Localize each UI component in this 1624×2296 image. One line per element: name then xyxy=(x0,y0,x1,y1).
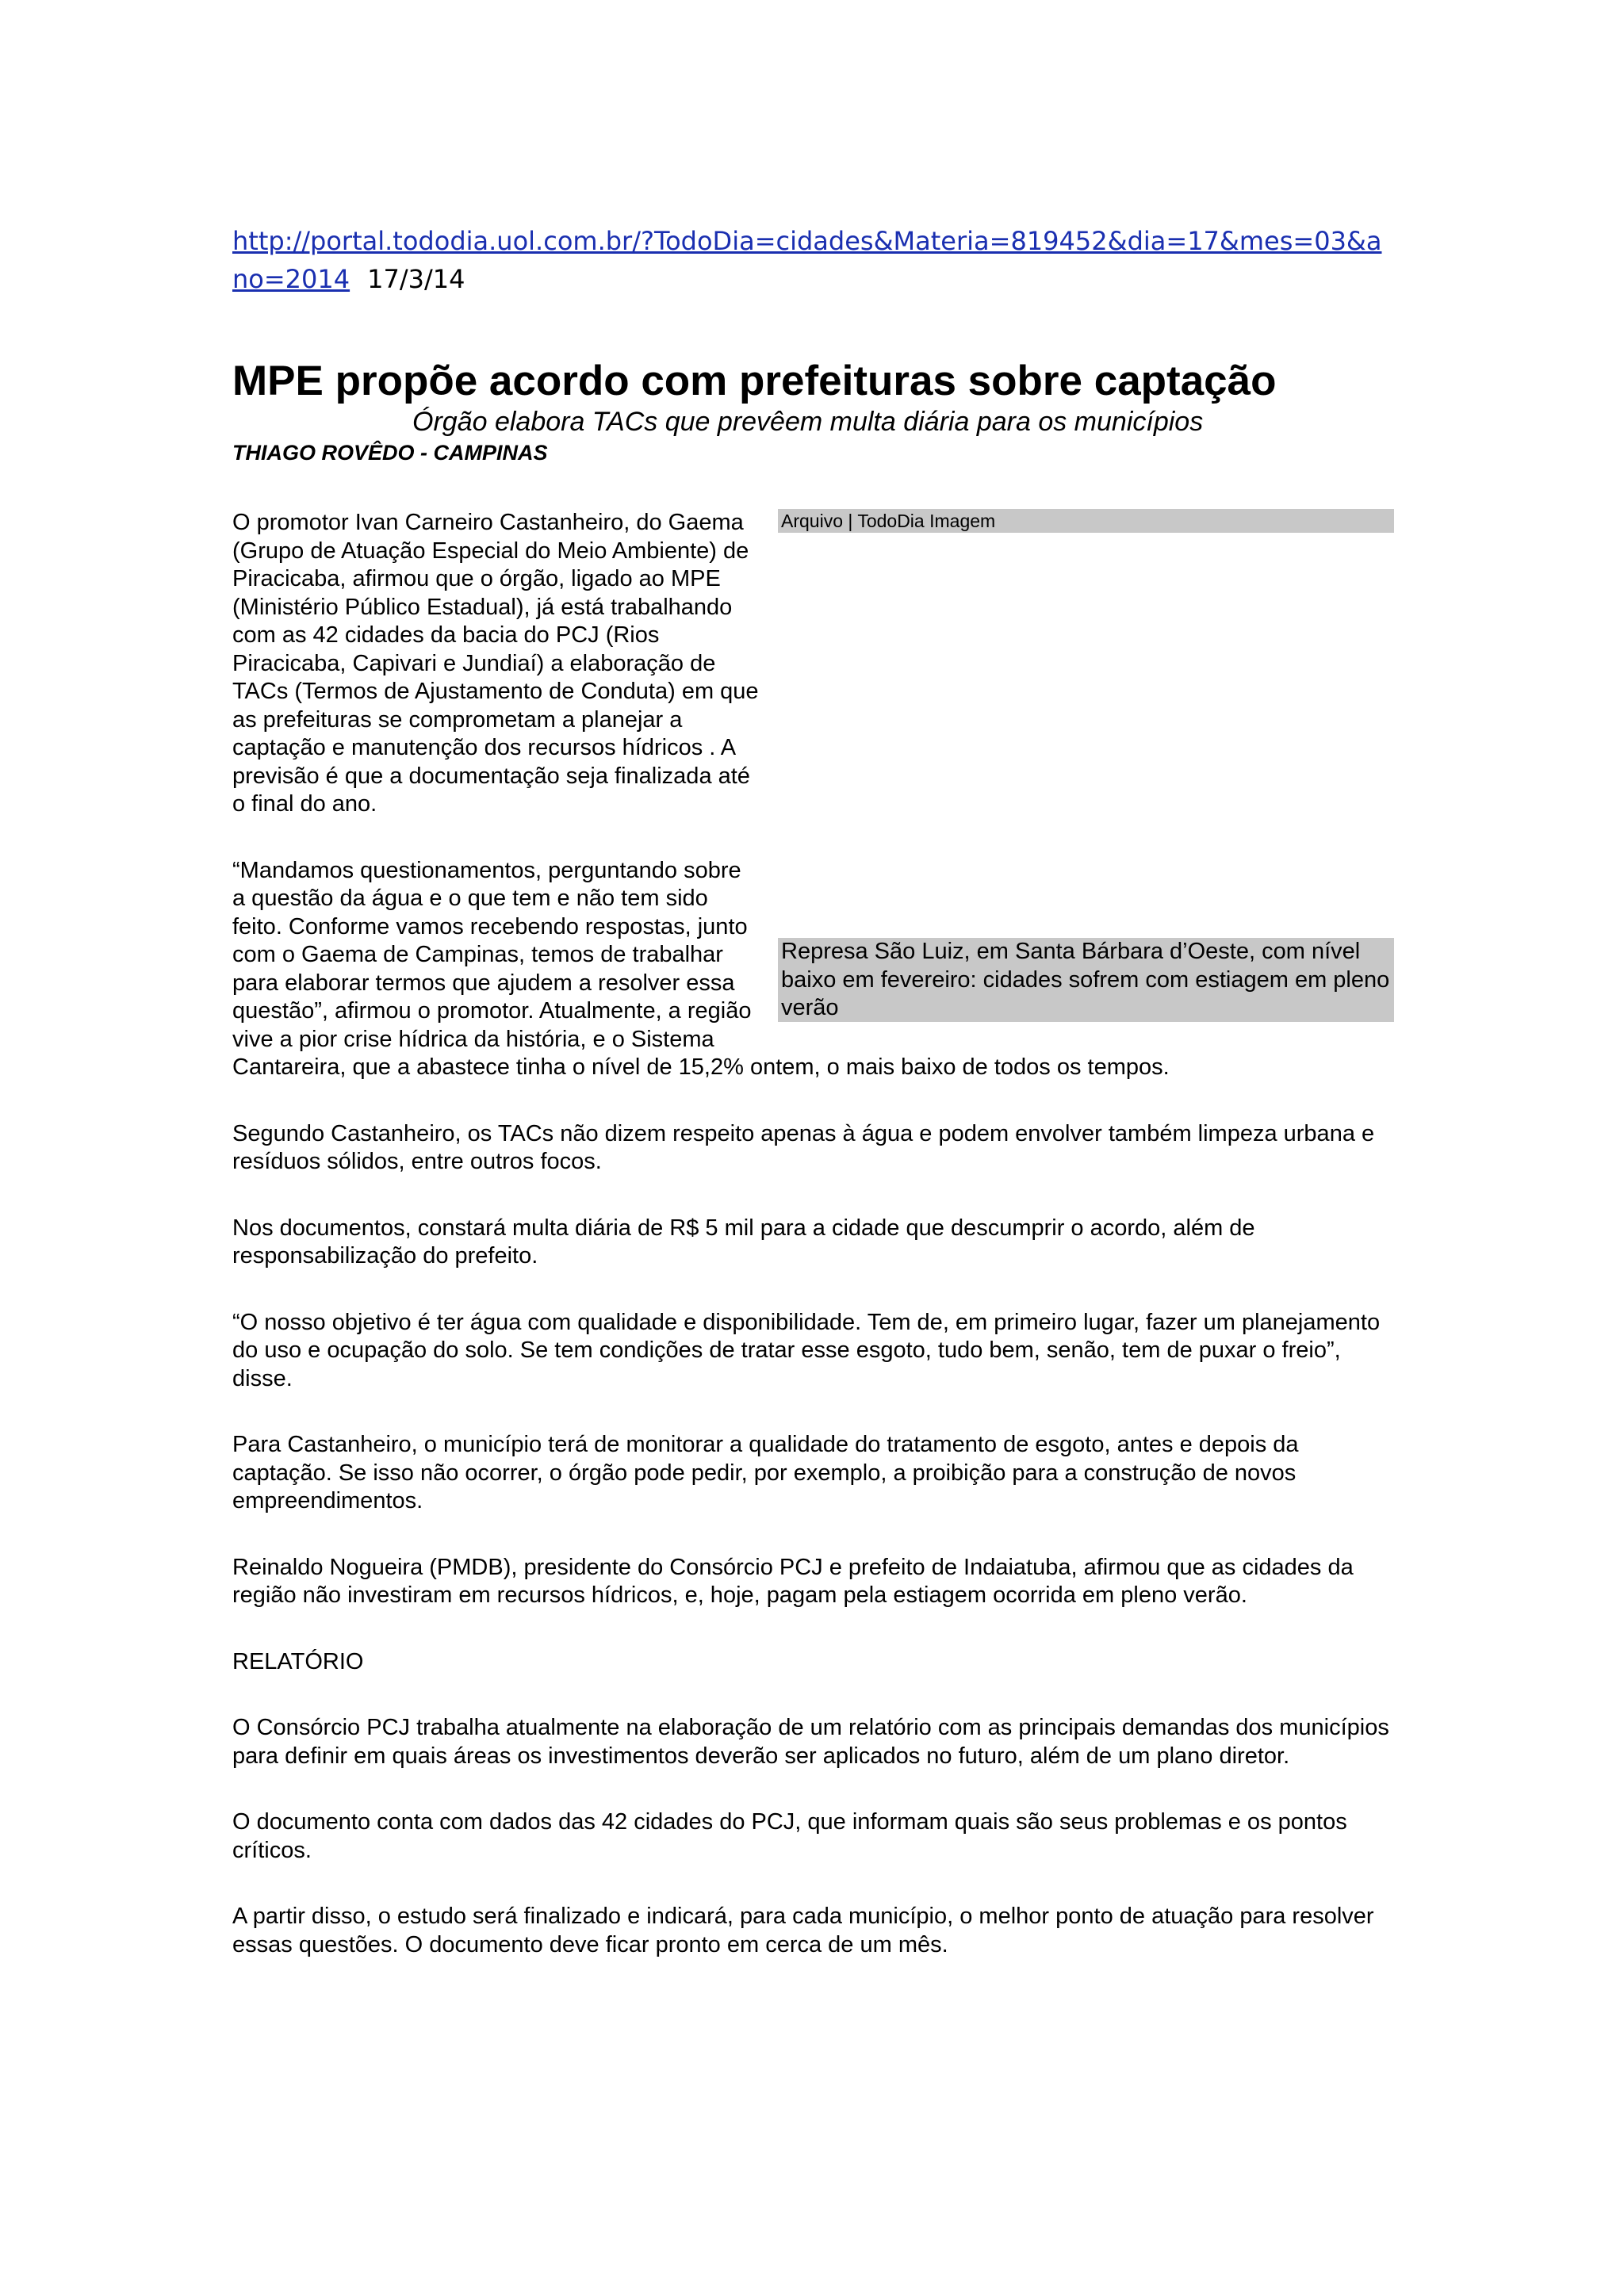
paragraph: Nos documentos, constará multa diária de R$ 5 mil para a cidade que descumprir o acordo, além de responsabilização do prefeito. xyxy=(232,1215,1255,1269)
source-link[interactable]: http://portal.tododia.uol.com.br/?TodoDia=cidades&Materia=819452&dia=17&mes=03&ano=2014 xyxy=(232,226,1382,294)
article-photo xyxy=(778,509,1394,1022)
photo-caption: Represa São Luiz, em Santa Bárbara d’Oeste, com nível baixo em fevereiro: cidades sofrem com estiagem em pleno verão xyxy=(778,938,1394,1022)
paragraph: Segundo Castanheiro, os TACs não dizem respeito apenas à água e podem envolver também limpeza urbana e resíduos sólidos, entre outros focos. xyxy=(232,1120,1375,1174)
paragraph: O documento conta com dados das 42 cidades do PCJ, que informam quais são seus problemas e os pontos críticos. xyxy=(232,1809,1347,1863)
paragraph: Para Castanheiro, o município terá de monitorar a qualidade do tratamento de esgoto, antes e depois da captação. Se isso não ocorrer, o órgão pode pedir, por exemplo, a proibição para a construção de novos empreendimentos. xyxy=(232,1432,1299,1513)
source-date: 17/3/14 xyxy=(367,264,465,294)
paragraph: “Mandamos questionamentos, perguntando sobre a questão da água e o que tem e não tem sido feito. Conforme vamos recebendo respostas, junto com o Gaema de Campinas, temos de trabalhar para elaborar termos que ajudem a resolver essa questão”, afirmou o promotor. Atualmente, a região vive a pior crise hídrica da história, e o Sistema Cantareira, que a abastece tinha o nível de 15,2% ontem, o mais baixo de todos os tempos. xyxy=(232,857,1170,1080)
paragraph: O promotor Ivan Carneiro Castanheiro, do Gaema (Grupo de Atuação Especial do Meio Ambiente) de Piracicaba, afirmou que o órgão, ligado ao MPE (Ministério Público Estadual), já está trabalhando com as 42 cidades da bacia do PCJ (Rios Piracicaba, Capivari e Jundiaí) a elaboração de TACs (Termos de Ajustamento de Conduta) em que as prefeituras se comprometam a planejar a captação e manutenção dos recursos hídricos . A previsão é que a documentação seja finalizada até o final do ano. xyxy=(232,510,759,817)
article-headline: MPE propõe acordo com prefeituras sobre captação xyxy=(232,358,1277,404)
paragraph: A partir disso, o estudo será finalizado e indicará, para cada município, o melhor ponto de atuação para resolver essas questões. O documento deve ficar pronto em cerca de um mês. xyxy=(232,1904,1374,1957)
article-body xyxy=(232,509,1394,1959)
paragraph: Reinaldo Nogueira (PMDB), presidente do Consórcio PCJ e prefeito de Indaiatuba, afirmou que as cidades da região não investiram em recursos hídricos, e, hoje, pagam pela estiagem ocorrida em pleno verão. xyxy=(232,1554,1354,1608)
article-byline: THIAGO ROVÊDO - CAMPINAS xyxy=(232,441,548,465)
source-line xyxy=(232,222,1394,298)
article-subtitle: Órgão elabora TACs que prevêem multa diária para os municípios xyxy=(412,407,1204,437)
paragraph: “O nosso objetivo é ter água com qualidade e disponibilidade. Tem de, em primeiro lugar, fazer um planejamento do uso e ocupação do solo. Se tem condições de tratar esse esgoto, tudo bem, senão, tem de puxar o freio”, disse. xyxy=(232,1309,1381,1391)
document-page xyxy=(232,222,1394,1997)
paragraph: O Consórcio PCJ trabalha atualmente na elaboração de um relatório com as principais demandas dos municípios para definir em quais áreas os investimentos deverão ser aplicados no futuro, além de um plano diretor. xyxy=(232,1715,1389,1769)
photo-credit: Arquivo | TodoDia Imagem xyxy=(778,509,1394,533)
section-heading: RELATÓRIO xyxy=(232,1648,364,1674)
